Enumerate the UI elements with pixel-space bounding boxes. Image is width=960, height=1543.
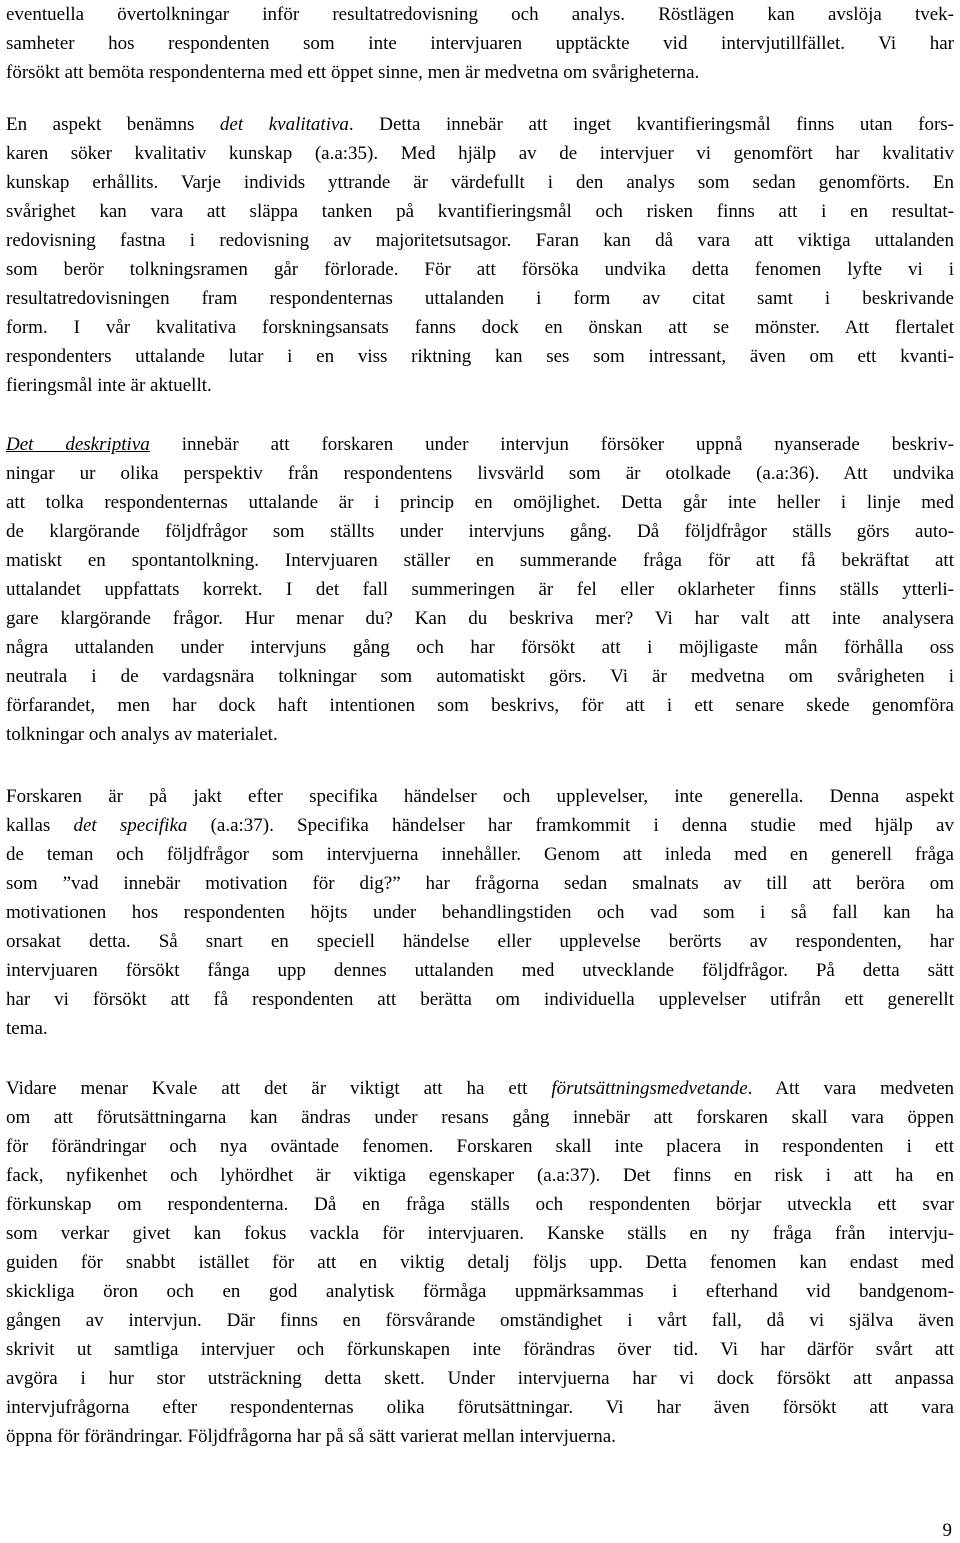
text-segment: En aspekt benämns — [6, 114, 220, 135]
text-line: fack, nyfikenhet och lyhördhet är viktiga egenskaper (a.a:37). Det finns en risk i att ha en — [6, 1165, 954, 1186]
text-line: motivationen hos respondenten höjts under behandlingstiden och vad som i så fall kan ha — [6, 902, 954, 923]
text-line: gången av intervjun. Där finns en försvårande omständighet i vårt fall, då vi själva även — [6, 1310, 954, 1331]
text-line: redovisning fastna i redovisning av majoritetsutsagor. Faran kan då vara att viktiga uttalanden — [6, 230, 954, 251]
emphasis-term: Det deskriptiva — [6, 434, 150, 455]
text-line: att tolka respondenternas uttalande är i princip en omöjlighet. Detta går inte heller i linje med — [6, 492, 954, 513]
text-line: skrivit ut samtliga intervjuer och förkunskapen inte förändras över tid. Vi har därför svårt att — [6, 1339, 954, 1360]
text-line: de klargörande följdfrågor som ställts under intervjuns gång. Då följdfrågor ställs görs auto- — [6, 521, 954, 542]
text-line: samheter hos respondenten som inte intervjuaren upptäckte vid intervjutillfället. Vi har — [6, 33, 954, 54]
text-line: tolkningar och analys av materialet. — [6, 724, 278, 745]
text-segment: . Att vara medveten — [747, 1078, 955, 1099]
text-line: guiden för snabbt istället för att en viktig detalj följs upp. Detta fenomen kan endast med — [6, 1252, 954, 1273]
text-line: neutrala i de vardagsnära tolkningar som automatiskt görs. Vi är medvetna om svårigheten i — [6, 666, 954, 687]
text-segment: (a.a:37). Specifika händelser har framkommit i denna studie med hjälp av — [187, 815, 954, 836]
text-line: kunskap erhållits. Varje individs yttrande är värdefullt i den analys som sedan genomförts. En — [6, 172, 954, 193]
text-segment: innebär att forskaren under intervjun försöker uppnå nyanserade beskriv- — [149, 434, 954, 455]
text-line: som verkar givet kan fokus vackla för intervjuaren. Kanske ställs en ny fråga från intervju- — [6, 1223, 954, 1244]
text-segment: . Detta innebär att inget kvantifieringsmål finns utan fors- — [348, 114, 954, 135]
text-line: som berör tolkningsramen går förlorade. För att försöka undvika detta fenomen lyfte vi i — [6, 259, 954, 280]
text-line: några uttalanden under intervjuns gång och har försökt att i möjligaste mån förhålla oss — [6, 637, 954, 658]
text-line: som ”vad innebär motivation för dig?” har frågorna sedan smalnats av till att beröra om — [6, 873, 954, 894]
text-line: förkunskap om respondenterna. Då en fråga ställs och respondenten börjar utveckla ett svar — [6, 1194, 954, 1215]
text-line: respondenters uttalande lutar i en viss riktning kan ses som intressant, även om ett kvanti- — [6, 346, 954, 367]
text-line: för förändringar och nya oväntade fenomen. Forskaren skall inte placera in respondenten i ett — [6, 1136, 954, 1157]
text-line: orsakat detta. Så snart en speciell händelse eller upplevelse berörts av respondenten, har — [6, 931, 954, 952]
text-line: intervjuaren försökt fånga upp dennes uttalanden med utvecklande följdfrågor. På detta sätt — [6, 960, 954, 981]
text-line: intervjufrågorna efter respondenternas olika förutsättningar. Vi har även försökt att vara — [6, 1397, 954, 1418]
text-line: fieringsmål inte är aktuellt. — [6, 375, 212, 396]
emphasis-term: det kvalitativa — [219, 114, 349, 135]
text-line: form. I vår kvalitativa forskningsansats fanns dock en önskan att se mönster. Att flertalet — [6, 317, 954, 338]
emphasis-term: förutsättningsmedvetande — [551, 1078, 748, 1099]
text-line: förfarandet, men har dock haft intentionen som beskrivs, för att i ett senare skede genomföra — [6, 695, 954, 716]
text-line: uttalandet uppfattats korrekt. I det fall summeringen är fel eller oklarheter finns ställs ytterli- — [6, 579, 954, 600]
text-line: eventuella övertolkningar inför resultatredovisning och analys. Röstlägen kan avslöja tvek- — [6, 4, 954, 25]
text-line: Forskaren är på jakt efter specifika händelser och upplevelser, inte generella. Denna aspekt — [6, 786, 954, 807]
text-line: om att förutsättningarna kan ändras under resans gång innebär att forskaren skall vara öppen — [6, 1107, 954, 1128]
page-number: 9 — [942, 1520, 952, 1541]
text-line: resultatredovisningen fram respondenternas uttalanden i form av citat samt i beskrivande — [6, 288, 954, 309]
text-line: svårighet kan vara att släppa tanken på kvantifieringsmål och risken finns att i en resultat- — [6, 201, 954, 222]
text-line — [6, 1074, 954, 1103]
text-line: har vi försökt att få respondenten att berätta om individuella upplevelser utifrån ett generellt — [6, 989, 954, 1010]
text-line: försökt att bemöta respondenterna med ett öppet sinne, men är medvetna om svårigheterna. — [6, 62, 700, 83]
text-line — [6, 430, 954, 459]
text-line: gare klargörande frågor. Hur menar du? Kan du beskriva mer? Vi har valt att inte analysera — [6, 608, 954, 629]
text-line: de teman och följdfrågor som intervjuerna innehåller. Genom att inleda med en generell fråga — [6, 844, 954, 865]
text-line: avgöra i hur stor utsträckning detta skett. Under intervjuerna har vi dock försökt att anpassa — [6, 1368, 954, 1389]
text-line: matiskt en spontantolkning. Intervjuaren ställer en summerande fråga för att få bekräftat att — [6, 550, 954, 571]
text-segment: kallas — [6, 815, 74, 836]
text-line: öppna för förändringar. Följdfrågorna har på så sätt varierat mellan intervjuerna. — [6, 1426, 616, 1447]
text-line: skickliga öron och en god analytisk förmåga uppmärksammas i efterhand vid bandgenom- — [6, 1281, 954, 1302]
text-line: karen söker kvalitativ kunskap (a.a:35). Med hjälp av de intervjuer vi genomfört har kvalitativ — [6, 143, 954, 164]
emphasis-term: det specifika — [73, 815, 188, 836]
text-line: ningar ur olika perspektiv från respondentens livsvärld som är otolkade (a.a:36). Att undvika — [6, 463, 954, 484]
text-segment: Vidare menar Kvale att det är viktigt att ha ett — [6, 1078, 552, 1099]
text-line — [6, 110, 954, 139]
text-line: tema. — [6, 1018, 48, 1039]
text-line — [6, 811, 954, 840]
